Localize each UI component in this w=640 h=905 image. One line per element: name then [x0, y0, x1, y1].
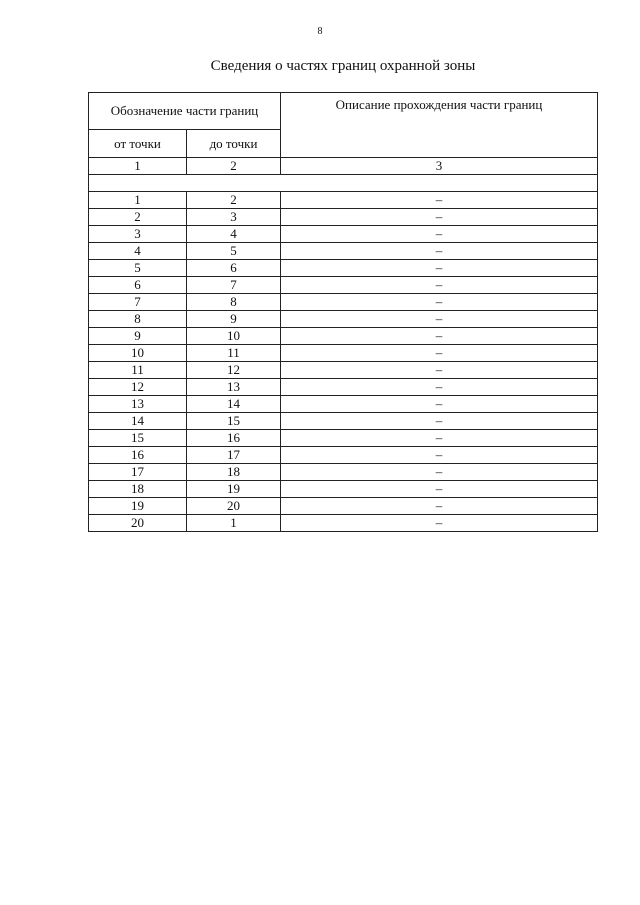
from-point-cell: 7 — [89, 294, 187, 311]
to-point-cell: 10 — [187, 328, 281, 345]
page-number: 8 — [317, 26, 323, 37]
from-point-cell: 14 — [89, 413, 187, 430]
table-row — [89, 260, 598, 277]
empty-separator-cell — [89, 175, 598, 192]
from-point-cell: 2 — [89, 209, 187, 226]
from-point-cell: 16 — [89, 447, 187, 464]
description-cell: – — [281, 328, 598, 345]
from-point-cell: 13 — [89, 396, 187, 413]
table-row — [89, 447, 598, 464]
to-point-cell: 4 — [187, 226, 281, 243]
table-row — [89, 515, 598, 532]
description-cell: – — [281, 362, 598, 379]
description-cell: – — [281, 396, 598, 413]
to-point-cell: 13 — [187, 379, 281, 396]
description-cell: – — [281, 294, 598, 311]
table-row — [89, 481, 598, 498]
table-row — [89, 311, 598, 328]
to-point-cell: 14 — [187, 396, 281, 413]
table-header-row — [89, 93, 598, 130]
table-row — [89, 379, 598, 396]
from-point-cell: 19 — [89, 498, 187, 515]
from-point-cell: 17 — [89, 464, 187, 481]
to-point-cell: 15 — [187, 413, 281, 430]
table-body — [89, 175, 598, 532]
column-number-2: 2 — [187, 158, 281, 175]
to-point-cell: 16 — [187, 430, 281, 447]
from-point-cell: 8 — [89, 311, 187, 328]
table-row — [89, 345, 598, 362]
description-cell: – — [281, 447, 598, 464]
to-point-cell: 11 — [187, 345, 281, 362]
empty-separator-row — [89, 175, 598, 192]
column-number-1: 1 — [89, 158, 187, 175]
description-cell: – — [281, 430, 598, 447]
description-cell: – — [281, 413, 598, 430]
document-title: Сведения о частях границ охранной зоны — [210, 58, 476, 74]
from-point-cell: 12 — [89, 379, 187, 396]
header-from-point: от точки — [89, 130, 187, 158]
description-cell: – — [281, 311, 598, 328]
to-point-cell: 18 — [187, 464, 281, 481]
from-point-cell: 5 — [89, 260, 187, 277]
table-row — [89, 226, 598, 243]
table-row — [89, 277, 598, 294]
from-point-cell: 4 — [89, 243, 187, 260]
table-row — [89, 328, 598, 345]
from-point-cell: 6 — [89, 277, 187, 294]
to-point-cell: 7 — [187, 277, 281, 294]
table-row — [89, 413, 598, 430]
table-row — [89, 498, 598, 515]
to-point-cell: 12 — [187, 362, 281, 379]
description-cell: – — [281, 498, 598, 515]
table-row — [89, 209, 598, 226]
from-point-cell: 20 — [89, 515, 187, 532]
from-point-cell: 18 — [89, 481, 187, 498]
column-number-row — [89, 158, 598, 175]
description-cell: – — [281, 481, 598, 498]
description-cell: – — [281, 345, 598, 362]
to-point-cell: 9 — [187, 311, 281, 328]
table-row — [89, 464, 598, 481]
to-point-cell: 1 — [187, 515, 281, 532]
table-row — [89, 243, 598, 260]
column-number-3: 3 — [281, 158, 598, 175]
to-point-cell: 19 — [187, 481, 281, 498]
table-row — [89, 294, 598, 311]
description-cell: – — [281, 379, 598, 396]
table-row — [89, 396, 598, 413]
description-cell: – — [281, 464, 598, 481]
description-cell: – — [281, 209, 598, 226]
description-cell: – — [281, 260, 598, 277]
from-point-cell: 1 — [89, 192, 187, 209]
to-point-cell: 6 — [187, 260, 281, 277]
to-point-cell: 17 — [187, 447, 281, 464]
from-point-cell: 15 — [89, 430, 187, 447]
to-point-cell: 5 — [187, 243, 281, 260]
boundary-parts-table — [88, 92, 598, 532]
table-row — [89, 192, 598, 209]
header-to-point: до точки — [187, 130, 281, 158]
table-row — [89, 362, 598, 379]
description-cell: – — [281, 277, 598, 294]
table-row — [89, 430, 598, 447]
to-point-cell: 2 — [187, 192, 281, 209]
description-cell: – — [281, 515, 598, 532]
to-point-cell: 3 — [187, 209, 281, 226]
header-boundary-description: Описание прохождения части границ — [281, 93, 598, 158]
description-cell: – — [281, 192, 598, 209]
from-point-cell: 9 — [89, 328, 187, 345]
description-cell: – — [281, 226, 598, 243]
to-point-cell: 20 — [187, 498, 281, 515]
from-point-cell: 10 — [89, 345, 187, 362]
from-point-cell: 3 — [89, 226, 187, 243]
description-cell: – — [281, 243, 598, 260]
header-boundary-part-designation: Обозначение части границ — [89, 93, 281, 130]
to-point-cell: 8 — [187, 294, 281, 311]
from-point-cell: 11 — [89, 362, 187, 379]
